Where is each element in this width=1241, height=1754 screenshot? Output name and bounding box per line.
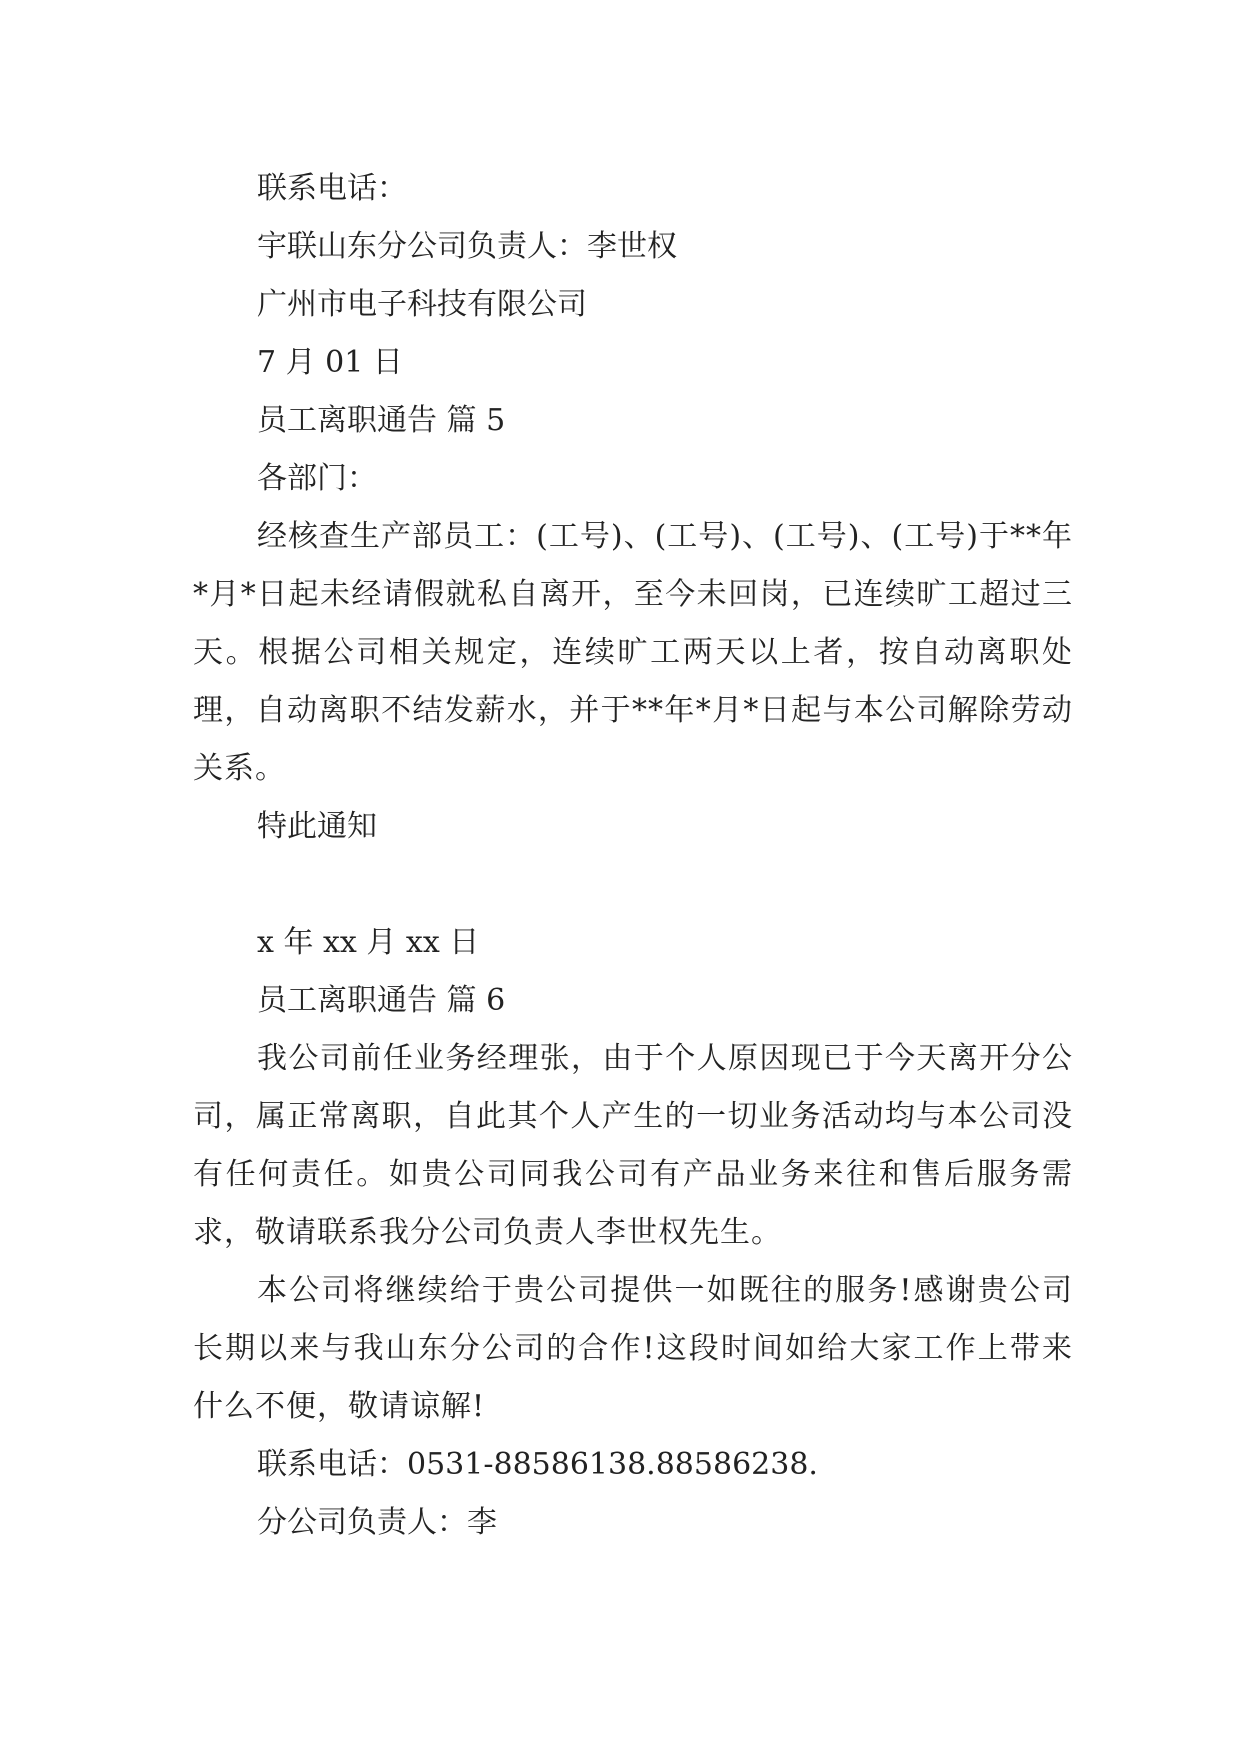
- branch-manager-line: 宇联山东分公司负责人：李世权: [257, 229, 677, 264]
- notice6-paragraph-1: 我公司前任业务经理张，由于个人原因现已于今天离开分公司，属正常离职，自此其个人产生的一切业务活动均与本公司没有任何责任。如贵公司同我公司有产品业务来往和售后服务需求，敬请联系我分公司负责人李世权先生。: [193, 1041, 1073, 1250]
- notice6-contact-phone: 联系电话：0531-88586138.88586238.: [257, 1447, 818, 1482]
- blank-line: [193, 856, 1073, 914]
- notice5-heading: 员工离职通告 篇 5: [257, 403, 506, 438]
- document-body: [193, 160, 1073, 1552]
- notice6-branch-manager: 分公司负责人：李: [257, 1505, 497, 1540]
- company-name: 广州市电子科技有限公司: [257, 287, 587, 322]
- notice-date: 7 月 01 日: [257, 345, 403, 380]
- contact-phone-label: 联系电话：: [257, 171, 407, 206]
- notice5-salutation: 各部门：: [257, 461, 377, 496]
- notice5-closing: 特此通知: [257, 809, 377, 844]
- notice5-body: 经核查生产部员工：(工号)、(工号)、(工号)、(工号)于**年*月*日起未经请假就私自离开，至今未回岗，已连续旷工超过三天。根据公司相关规定，连续旷工两天以上者，按自动离职处理，自动离职不结发薪水，并于**年*月*日起与本公司解除劳动关系。: [193, 519, 1073, 786]
- notice6-paragraph-2: 本公司将继续给于贵公司提供一如既往的服务!感谢贵公司长期以来与我山东分公司的合作!这段时间如给大家工作上带来什么不便，敬请谅解!: [193, 1273, 1073, 1424]
- notice6-heading: 员工离职通告 篇 6: [257, 983, 506, 1018]
- notice5-date: x 年 xx 月 xx 日: [257, 925, 480, 960]
